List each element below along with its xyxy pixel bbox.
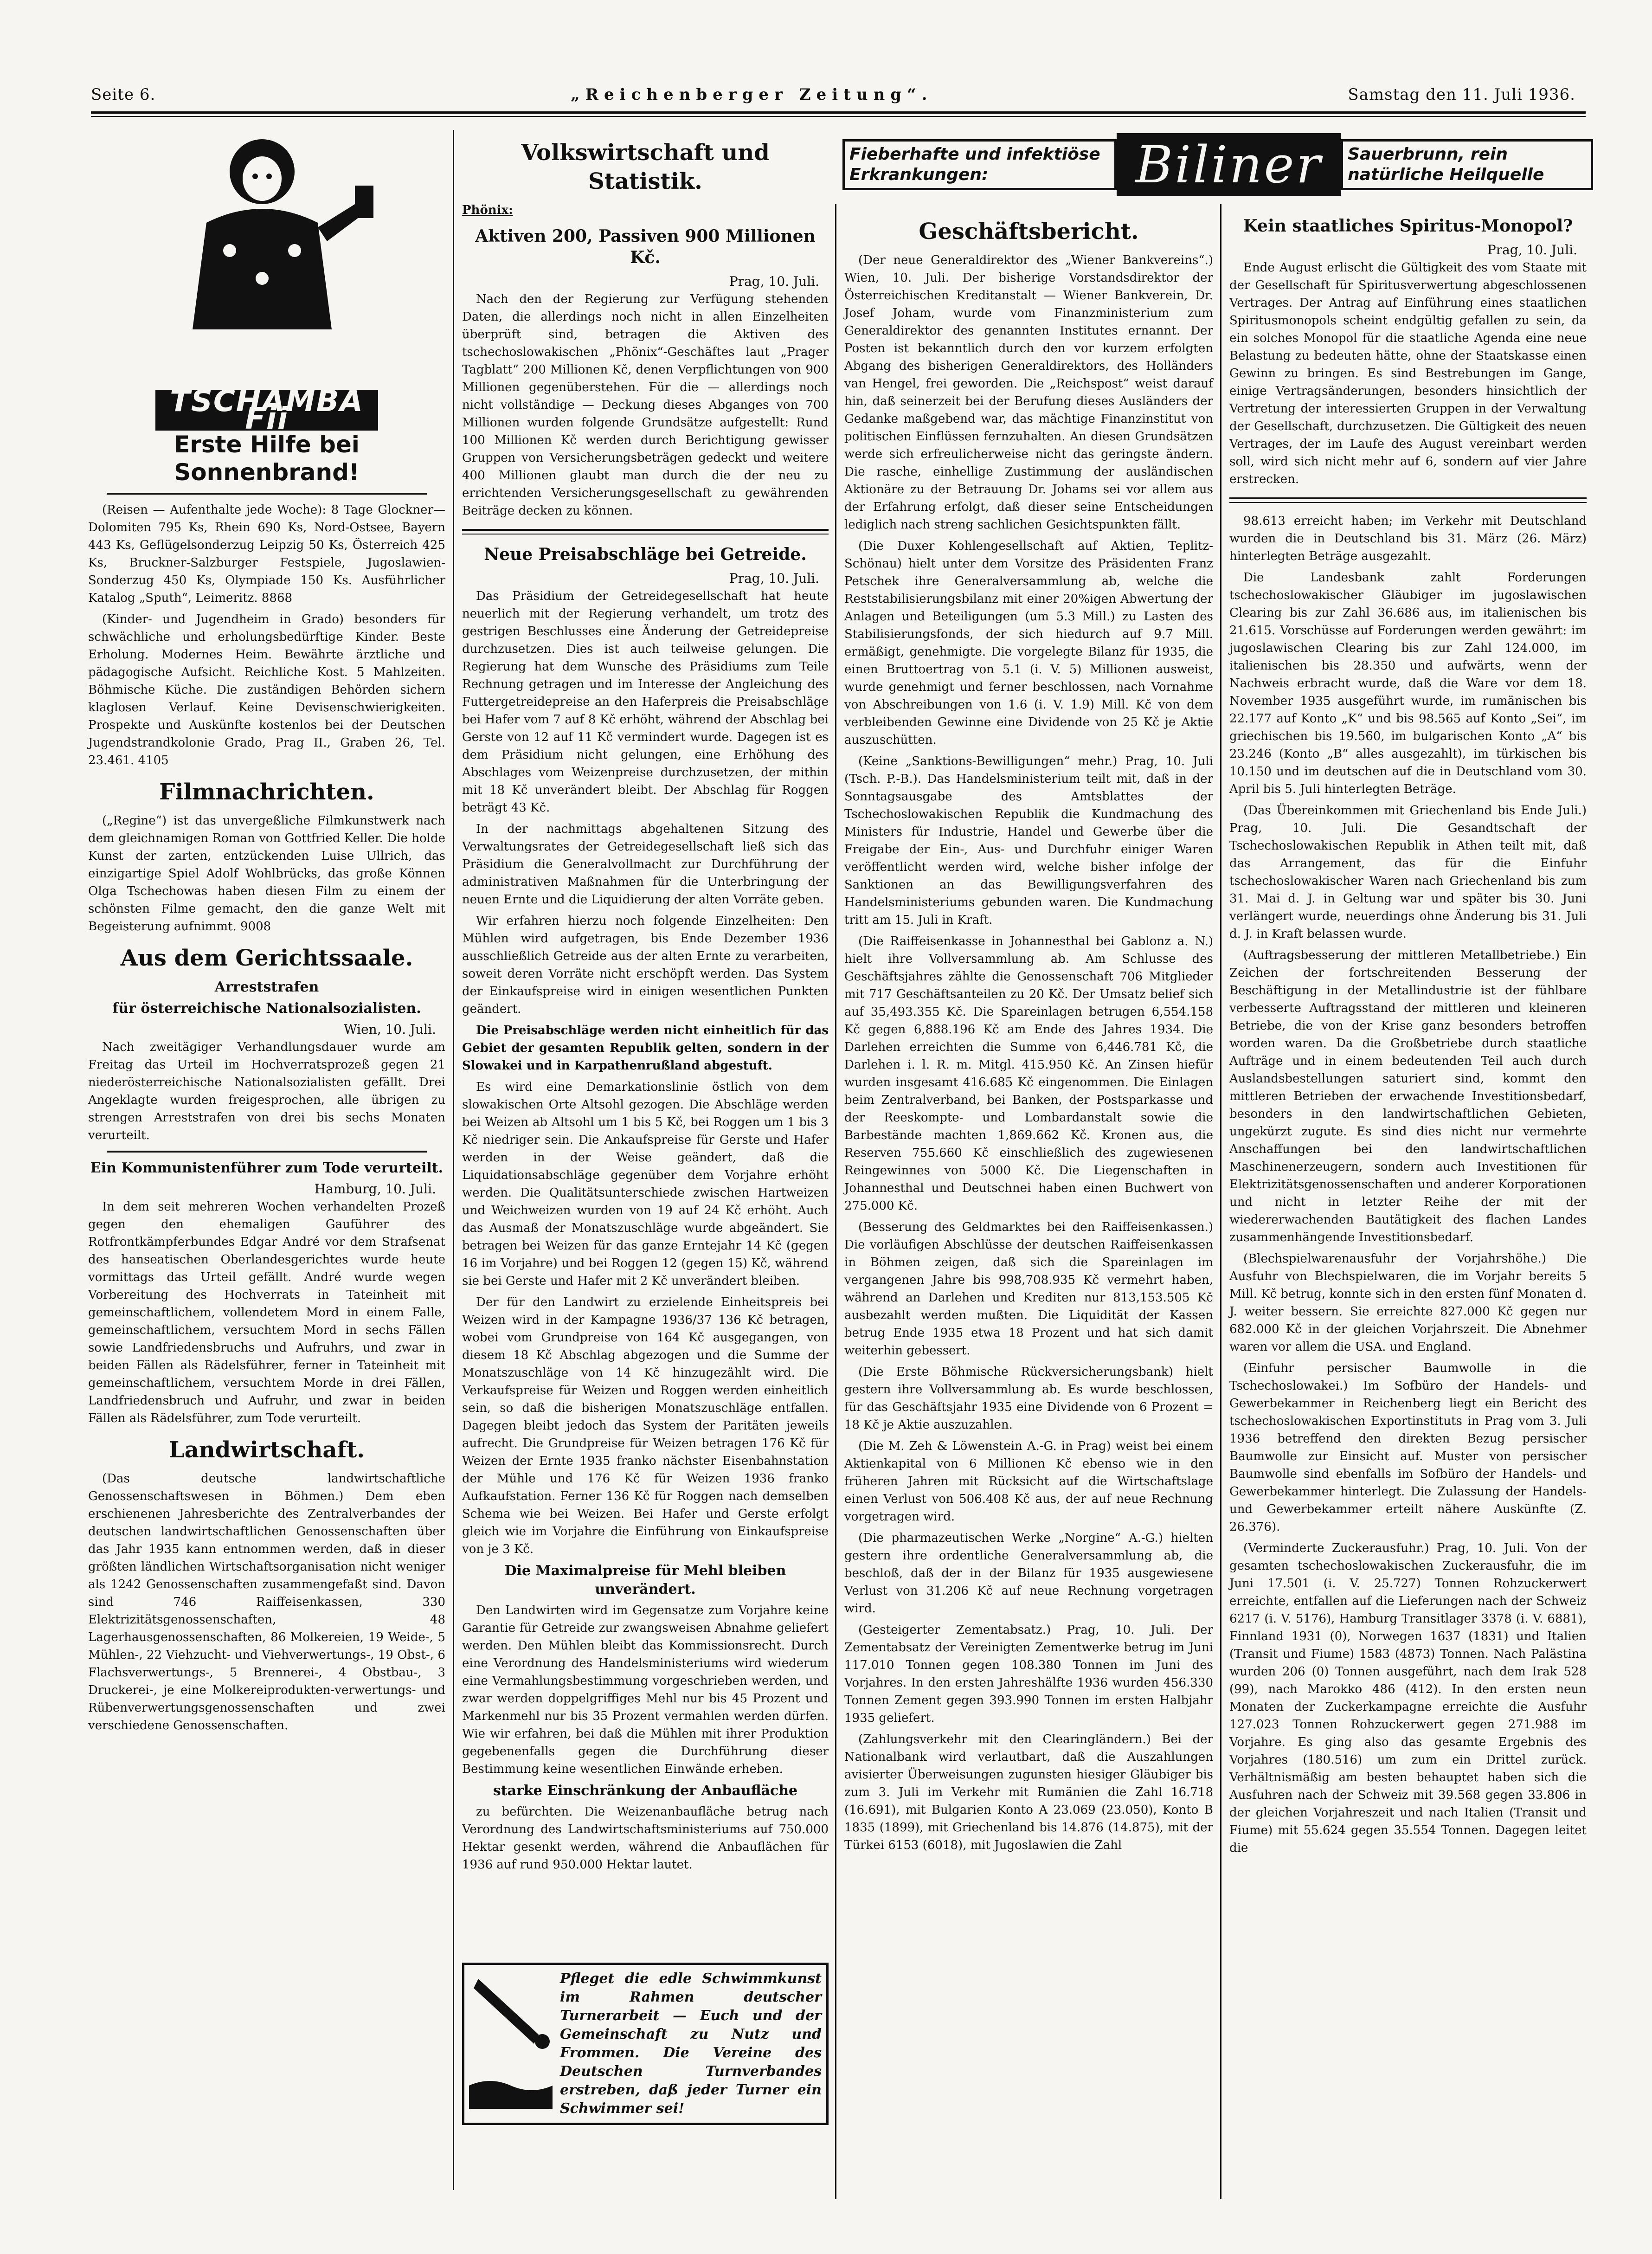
business-item: (Die M. Zeh & Löwenstein A.-G. in Prag) weist bei einem Aktienkapital von 6 Millionen Kč ebenso wie in den früheren Jahren mit Rücksicht auf die Wirtschaftslage einen Verlust von 506.408 Kč aus, der auf neue Rechnung vorgetragen wird. [844, 1439, 1213, 1524]
business-item: (Der neue Generaldirektor des „Wiener Bankvereins“.) Wien, 10. Juli. Der bisherige Vorstandsdirektor der Österreichischen Kreditanstalt — Wiener Bankverein, Dr. Josef Joham, wurde vom Finanzministerium zum Generaldirektor des genannten Institutes ernannt. Der Posten ist bekanntlich durch den vor kurzem erfolgten Abgang des bisherigen Generaldirektors, des Holländers van Hengel, frei geworden. Die „Reichspost“ weist darauf hin, daß seinerzeit bei der Berufung dieses Ausländers der Gedanke maßgebend war, das mächtige Finanzinstitut von politischen Einflüssen fernzuhalten. An diesen Grundsätzen werde sich erfreulicherweise nicht das geringste ändern. Die rasche, einhellige Zustimmung der ausländischen Aktionäre zu der Betrauung Dr. Johams sei vor allem aus der Erfahrung erfolgt, daß dieser seine Entscheidungen lediglich nach streng sachlichen Gesichtspunkten fällt. [844, 253, 1213, 532]
phoenix-label: Phönix: [462, 203, 513, 217]
communist-article: In dem seit mehreren Wochen verhandelten Prozeß gegen den ehemaligen Gauführer des Rotfrontkämpferbundes Edgar André vor dem Strafsenat des hanseatischen Oberlandesgerichtes wurde heute vormittags das Urteil gefällt. André wurde wegen Vorbereitung des Hochverrats in Tateinheit mit gemeinschaftlichem, vollendetem Mord in einem Falle, gemeinschaftlichem, versuchtem Mord in sechs Fällen sowie Landfriedensbruchs und Aufruhrs, und zwar in beiden Fällen als Rädelsführer, ferner in Tateinheit mit gemeinschaftlichem, versuchtem Morde in drei Fällen, Landfriedensbruch und Aufruhr, und zwar in beiden Fällen als Rädelsführer, zum Tode verurteilt. [88, 1200, 445, 1425]
grain-paragraph: Den Landwirten wird im Gegensatze zum Vorjahre keine Garantie für Getreide zur zwangsweisen Abnahme geliefert werden. Den Mühlen bleibt das Kommissionsrecht. Durch eine Verordnung des Handelsministeriums wird wiederum eine Vermahlungsbestimmung vorgeschrieben werden, und zwar werden doppelgriffiges Mehl nur bis 45 Prozent und Markenmehl nur bis 35 Prozent vermahlen werden dürfen. Wie wir erfahren, bei daß die Mühlen mit ihrer Produktion gegebenenfalls gegen die Durchführung dieser Bestimmung keine wesentlichen Einwände erheben. [462, 1604, 829, 1776]
business-item: (Gesteigerter Zementabsatz.) Prag, 10. Juli. Der Zementabsatz der Vereinigten Zementwerke betrug im Juni 117.010 Tonnen gegen 108.380 Tonnen im Juni des Vorjahres. In den ersten Jahreshälfte 1936 wurden 456.330 Tonnen Zement gegen 393.990 Tonnen im ersten Halbjahr 1935 geliefert. [844, 1623, 1213, 1725]
phoenix-article: Nach den der Regierung zur Verfügung stehenden Daten, die allerdings noch nicht in allen Einzelheiten überprüft sind, betragen die Aktiven des tschechoslowakischen „Phönix“-Geschäftes laut „Prager Tagblatt“ 200 Millionen Kč, denen Verpflichtungen von 900 Millionen gegenüberstehen. Für die — allerdings noch nicht vollständige — Deckung dieses Abganges von 700 Millionen wurden folgende Grundsätze aufgestellt: Rund 100 Millionen Kč werden durch Berichtigung gewisser Gruppen von Versicherungsbeträgen gedeckt und weitere 400 Millionen glaubt man durch die der neu zu errichtenden Versicherungsgesellschaft zu gewährenden Beiträge decken zu können. [462, 292, 829, 518]
biliner-ad-brand: Biliner [1117, 133, 1341, 196]
biliner-ad-right: Sauerbrunn, rein natürliche Heilquelle [1341, 139, 1593, 190]
dateline: Prag, 10. Juli. [729, 274, 819, 289]
swim-ad [462, 1963, 829, 2125]
grain-paragraph: Das Präsidium der Getreidegesellschaft hat heute neuerlich mit der Regierung verhandelt, um trotz des gestrigen Beschlusses eine Änderung der Getreidepreise durchzusetzen. Dies ist auch teilweise gelungen. Die Regierung hat dem Wunsche des Präsidiums zum Teile Rechnung getragen und im Interesse der Angleichung des Futtergetreidepreise an den Haferpreis die Preisabschläge bei Hafer vom 7 auf 8 Kč erhöht, während der Abschlag bei Gerste von 12 auf 11 Kč vermindert wurde. Dagegen ist es dem Präsidium nicht gelungen, eine Erhöhung des Abschlages vom Weizenpreise durchzusetzen, der mithin mit 18 Kč unverändert bleibt. Der Abschlag für Roggen beträgt 43 Kč. [462, 589, 829, 815]
film-heading: Filmnachrichten. [159, 779, 374, 805]
figure-drawing-icon [137, 130, 397, 348]
biliner-ad-left: Fieberhafte und infektiöse Erkrankungen: [842, 139, 1117, 190]
grain-paragraph: Es wird eine Demarkationslinie östlich von dem slowakischen Orte Altsohl gezogen. Die Abschläge werden bei Weizen ab Altsohl um 1 bis 5 Kč, bei Roggen um 1 bis 3 Kč niedriger sein. Die Ankaufspreise für Gerste und Hafer werden in der Weise geändert, daß die Liquidationsabschläge gegenüber dem Vorjahre erhöht werden. Die Qualitätsunterschiede zwischen Hartweizen und Weichweizen wurden von 19 auf 24 Kč erhöht. Auch das Ausmaß der Monatszuschläge wurde abgeändert. Sie betragen bei Weizen für das ganze Erntejahr 14 Kč (gegen 16 im Vorjahre) und bei Roggen 12 (gegen 15) Kč, während sie bei Gerste und Hafer mit 2 Kč unverändert bleiben. [462, 1080, 829, 1288]
grain-paragraph: Wir erfahren hierzu noch folgende Einzelheiten: Den Mühlen wird aufgetragen, bis Ende Dezember 1936 ausschließlich Getreide aus der alten Ernte zu verarbeiten, soweit deren Vorräte nicht erschöpft werden. Das System der Einkaufspreise wird in einigen wesentlichen Punkten geändert. [462, 914, 829, 1016]
grain-paragraph: Die Preisabschläge werden nicht einheitlich für das Gebiet der gesamten Republik gelten, sondern in der Slowakei und in Karpathenrußland abgestuft. [462, 1024, 829, 1073]
tschamba-brand: TSCHAMBA Fii [155, 390, 378, 431]
business-item: (Die pharmazeutischen Werke „Norgine“ A.-G.) hielten gestern ihre ordentliche Generalversammlung ab, die beschloß, daß der in der Bilanz für 1935 ausgewiesene Verlust von 31.206 Kč auf neue Rechnung vorgetragen wird. [844, 1531, 1213, 1616]
economy-item: (Blechspielwarenausfuhr der Vorjahrshöhe.) Die Ausfuhr von Blechspielwaren, die im Vorjahr bereits 5 Mill. Kč betrug, konnte sich in den ersten fünf Monaten d. J. weiter bessern. Sie erreichte 827.000 Kč gegen nur 682.000 Kč in der gleichen Vorjahrszeit. Die Abnehmer waren vor allem die USA. und England. [1229, 1252, 1587, 1354]
grain-paragraph: In der nachmittags abgehaltenen Sitzung des Verwaltungsrates der Getreidegesellschaft ließ sich das Präsidium die Generalvollmacht zur Durchführung der administrativen Maßnahmen für die Unterbringung der neuen Ernte und die Liquidierung der alten Vorräte geben. [462, 822, 829, 907]
economy-item: (Verminderte Zuckerausfuhr.) Prag, 10. Juli. Von der gesamten tschechoslowakischen Zuckerausfuhr, die im Juni 17.501 (i. V. 25.727) Tonnen Rohzuckerwert erreichte, entfallen auf die Lieferungen nach der Schweiz 6217 (i. V. 5176), Hamburg Transitlager 3378 (i. V. 6881), Finnland 1931 (0), Norwegen 1637 (1831) und Italien (Transit und Fiume) 1583 (4873) Tonnen. Nach Palästina wurden 206 (0) Tonnen ausgeführt, nach dem Irak 528 (99), nach Marokko 486 (412). In den ersten neun Monaten der Zuckerkampagne erreichte die Ausfuhr 127.023 Tonnen Rohzuckerwert gegen 271.988 im Vorjahre. Es ging also das gesamte Ergebnis des Vorjahres (180.516) um zum ein Drittel zurück. Verhältnismäßig am besten behauptet haben sich die Ausfuhren nach der Schweiz mit 39.568 gegen 33.806 in der gleichen Vorjahreszeit und nach Italien (Transit und Fiume) mit 55.624 gegen 35.554 Tonnen. Dagegen leitet die [1229, 1541, 1587, 1855]
economy-item: Die Landesbank zahlt Forderungen tschechoslowakischer Gläubiger im jugoslawischen Clearing bis zur Zahl 36.686 aus, im italienischen bis 21.615. Vorschüsse auf Forderungen werden gewährt: im jugoslawischen Clearing bis zur Zahl 124.000, im italienischen bis 28.350 und aufwärts, wenn der Nachweis erbracht wurde, daß die Ware vor dem 18. November 1935 ausgeführt wurde, im rumänischen bis 22.177 auf Konto „K“ und bis 98.565 auf Konto „Sei“, im griechischen bis 19.560, im bulgarischen Konto „A“ bis 23.246 (Konto „B“ alles ausgezahlt), im türkischen bis 10.150 und im deutschen auf die in Deutschland vom 30. April bis 5. Juli hinterlegten Beträge. [1229, 571, 1587, 796]
swim-ad-wrapper [462, 1944, 829, 2125]
masthead-rule-thin [91, 116, 1586, 117]
court-subheading-2: für österreichische Nationalsozialisten. [112, 1000, 421, 1017]
column-divider [835, 204, 836, 2199]
separator [1229, 497, 1587, 503]
column-divider [453, 130, 454, 2190]
business-item: (Die Raiffeisenkasse in Johannesthal bei Gablonz a. N.) hielt ihre Vollversammlung ab. Am Schlusse des Geschäftsjahres zählte die Genossenschaft 706 Mitglieder mit 717 Geschäftsanteilen zu 20 Kč. Der Umsatz belief sich auf 35,493.355 Kč. Die Spareinlagen betrugen 6,554.158 Kč gegen 6,888.196 Kč am Ende des Jahres 1934. Die Darlehen erreichten die Summe von 6,446.781 Kč, die Darlehen i. l. R. m. Mitgl. 415.950 Kč. An Zinsen hiefür wurden insgesamt 416.685 Kč eingenommen. Die Einlagen beim Zentralverband, bei Banken, der Postsparkasse und der Reeskompte- und Lombardanstalt sowie die Barbestände machten 1,869.662 Kč. Kronen aus, die Reserven 755.660 Kč einschließlich des zugewiesenen Reingewinnes von 5000 Kč. Die Liegenschaften in Johannesthal und Deutschnei haben einen Buchwert von 275.000 Kč. [844, 934, 1213, 1213]
grain-subheading: Die Maximalpreise für Mehl bleiben unverändert. [504, 1563, 786, 1597]
page-number: Seite 6. [91, 85, 156, 104]
separator [107, 493, 427, 495]
column-divider [1220, 204, 1221, 2199]
column-1 [88, 130, 445, 1738]
business-item: (Keine „Sanktions-Bewilligungen“ mehr.) Prag, 10. Juli (Tsch. P.-B.). Das Handelsministerium teilt mit, daß in der Sonntagsausgabe des Amtsblattes der Tschechoslowakischen Republik die Kundmachung des Ministers für Industrie, Handel und Gewerbe über die Freigabe der Ein-, Aus- und Durchfuhr einiger Waren veröffentlicht werden wird, welche bisher infolge der Sanktionen an das Bewilligungsverfahren des Handelsministeriums gebunden waren. Die Kundmachung tritt am 15. Juli in Kraft. [844, 754, 1213, 927]
spiritus-article: Ende August erlischt die Gültigkeit des vom Staate mit der Gesellschaft für Spiritusverwertung abgeschlossenen Vertrages. Der Antrag auf Einführung eines staatlichen Spiritusmonopols scheint endgültig gefallen zu sein, da ein solches Monopol für die staatliche Agenda eine neue Belastung zu bedeuten hätte, ohne der Staatskasse einen Gewinn zu bringen. Es sind Bestrebungen im Gange, einige Vertragsänderungen, besonders hinsichtlich der Vertretung der interessierten Gruppen in der Verwaltung der Gesellschaft, durchzusetzen. Die Gültigkeit des neuen Vertrages, der im Laufe des August vereinbart werden soll, wird sich nicht mehr auf 6, sondern auf vier Jahre erstrecken. [1229, 261, 1587, 486]
business-item: (Zahlungsverkehr mit den Clearingländern.) Bei der Nationalbank wird verlautbart, daß die Auszahlungen avisierter Überweisungen zugunsten hiesiger Gläubiger bis zum 3. Juli im Verkehr mit Rumänien die Zahl 16.718 (16.691), mit Bulgarien Konto A 23.069 (23.050), Konto B 1835 (1899), mit Griechenland bis 14.876 (14.875), mit der Türkei 6153 (6018), mit Jugoslawien die Zahl [844, 1732, 1213, 1852]
section-heading: Volkswirtschaft und Statistik. [521, 140, 770, 194]
separator [107, 1151, 427, 1153]
separator [462, 529, 829, 535]
grain-subheading: starke Einschränkung der Anbaufläche [493, 1783, 798, 1799]
dateline: Wien, 10. Juli. [343, 1022, 436, 1037]
classified-ad: (Kinder- und Jugendheim in Grado) besonders für schwächliche und erholungsbedürftige Kinder. Beste Erholung. Modernes Heim. Bewährte ärztliche und pädagogische Aufsicht. Reichliche Kost. 5 Mahlzeiten. Böhmische Küche. Die zuständigen Behörden sichern klaglosen Verlauf. Keine Devisenschwierigkeiten. Prospekte und Auskünfte kostenlos bei der Deutschen Jugendstrandkolonie Grado, Prag II., Graben 26, Tel. 23.461. 4105 [88, 612, 445, 767]
court-article: Nach zweitägiger Verhandlungsdauer wurde am Freitag das Urteil im Hochverratsprozeß gegen 21 niederösterreichische Nationalsozialisten gefällt. Drei Angeklagte wurden freigesprochen, alle übrigen zu strengen Arreststrafen von drei bis sechs Monaten verurteilt. [88, 1040, 445, 1142]
dateline: Prag, 10. Juli. [729, 571, 819, 586]
masthead-rule [91, 111, 1586, 114]
grain-paragraph: zu befürchten. Die Weizenanbaufläche betrug nach Verordnung des Landwirtschaftsministeriums auf 750.000 Hektar gesenkt werden, während die Anbauflächen für 1936 auf rund 950.000 Hektar lautet. [462, 1805, 829, 1872]
court-heading: Aus dem Gerichtssaale. [120, 945, 413, 971]
grain-paragraph: Der für den Landwirt zu erzielende Einheitspreis bei Weizen wird in der Kampagne 1936/37 136 Kč betragen, wobei vom Grundpreise von 164 Kč ausgegangen, von diesem 18 Kč Abschlag abgezogen und die Summe der Monatszuschläge von 14 Kč hinzugezählt wird. Die Verkaufspreise für Weizen und Roggen werden einheitlich sein, so daß die bisherigen Monatszuschläge entfallen. Dagegen bleibt jedoch das System der Paritäten jeweils aufrecht. Die Grundpreise für Weizen betragen 176 Kč für Weizen der Ernte 1935 franko nächster Eisenbahnstation der Mühle und 176 Kč für Weizen 1936 franko Aufkaufstation. Ferner 136 Kč für Roggen nach demselben Schema wie bei Weizen. Bei Hafer und Gerste erfolgt gleich wie im Vorjahre die Einführung von Einkaufspreise von je 3 Kč. [462, 1295, 829, 1556]
phoenix-heading: Aktiven 200, Passiven 900 Millionen Kč. [475, 226, 816, 267]
tschamba-slogan: Erste Hilfe bei Sonnenbrand! [174, 431, 360, 486]
classified-ad: (Reisen — Aufenthalte jede Woche): 8 Tage Glockner—Dolomiten 795 Ks, Rhein 690 Ks, Nord-Ostsee, Bayern 443 Ks, Geflügelsonderzug Leipzig 50 Ks, Österreich 425 Ks, Bruckner-Salzburger Festspiele, Jugoslawien-Sonderzug 450 Ks, Olympiade 150 Ks. Ausführlicher Katalog „Sputh“, Leimeritz. 8868 [88, 503, 445, 605]
dateline: Prag, 10. Juli. [1487, 242, 1577, 258]
tschamba-illustration [137, 130, 397, 390]
diver-icon [469, 1970, 553, 2109]
court-subheading: Arreststrafen [214, 979, 319, 995]
business-heading: Geschäftsbericht. [919, 219, 1139, 245]
economy-item: (Das Übereinkommen mit Griechenland bis Ende Juli.) Prag, 10. Juli. Die Gesandtschaft der Tschechoslowakischen Republik in Athen teilt mit, daß das Arrangement, das für die Einfuhr tschechoslowakischer Waren nach Griechenland bis zum 31. Mai d. J. in Geltung war und später bis 30. Juni verlängert wurde, neuerdings ohne Änderung bis 31. Juli d. J. in Kraft belassen wurde. [1229, 804, 1587, 941]
column-4 [1229, 209, 1587, 1861]
business-item: (Die Duxer Kohlengesellschaft auf Aktien, Teplitz-Schönau) hielt unter dem Vorsitze des Präsidenten Franz Petschek ihre Generalversammlung ab, welche die Reststabilisierungsbilanz mit einer 20%igen Abwertung der Anlagen und Beteiligungen (um 5.3 Mill.) zu Lasten des Stabilisierungsfonds, der sich hiedurch auf 9.7 Mill. ermäßigt, genehmigte. Die vorgelegte Bilanz für 1935, die einen Bruttoertrag von 5.1 (i. V. 5) Millionen ausweist, wurde genehmigt und ferner beschlossen, nach Vornahme von Abschreibungen von 1.6 (i. V. 1.9) Mill. Kč von dem verbleibenden Gewinne eine Dividende von 25 Kč je Aktie auszuschütten. [844, 539, 1213, 747]
business-item: (Die Erste Böhmische Rückversicherungsbank) hielt gestern ihre Vollversammlung ab. Es wurde beschlossen, für das Geschäftsjahr 1935 eine Dividende von 6 Prozent = 18 Kč je Aktie auszuzahlen. [844, 1365, 1213, 1432]
communist-heading: Ein Kommunistenführer zum Tode verurteilt. [90, 1160, 444, 1176]
swim-ad-text: Pfleget die edle Schwimmkunst im Rahmen deutscher Turnerarbeit — Euch und der Gemeinschaft zu Nutz und Frommen. Die Vereine des Deutschen Turnverbandes erstreben, daß jeder Turner ein Schwimmer sei! [560, 1971, 822, 2117]
agriculture-heading: Landwirtschaft. [168, 1437, 365, 1463]
business-item: (Besserung des Geldmarktes bei den Raiffeisenkassen.) Die vorläufigen Abschlüsse der deutschen Raiffeisenkassen in Böhmen zeigen, daß sich die Spareinlagen im vergangenen Jahre bis 998,708.935 Kč vermehrt haben, während an Darlehen und Krediten nur 813,153.505 Kč ausbezahlt werden mußten. Die Liquidität der Kassen betrug Ende 1935 etwa 18 Prozent und hat sich damit weiterhin gebessert. [844, 1220, 1213, 1358]
column-3 [844, 209, 1213, 1858]
column-2 [462, 130, 829, 1877]
tschamba-ad [88, 130, 445, 486]
dateline: Hamburg, 10. Juli. [314, 1181, 436, 1197]
issue-date: Samstag den 11. Juli 1936. [1348, 85, 1575, 104]
masthead [91, 83, 1575, 107]
spiritus-heading: Kein staatliches Spiritus-Monopol? [1243, 216, 1573, 236]
economy-item: (Auftragsbesserung der mittleren Metallbetriebe.) Ein Zeichen der fortschreitenden Besserung der Beschäftigung in der Metallindustrie ist der fühlbare verbesserte Auftragsstand der mittleren und kleineren Betriebe, die von der Krise ganz besonders betroffen worden waren. Da die Großbetriebe durch staatliche Aufträge und in einem bedeutenden Teil auch durch Auslandsbestellungen saturiert sind, kommt den mittleren Betrieben der erwachende Investitionsbedarf, besonders in den landwirtschaftlichen Gebieten, ungekürzt zugute. Es sind dies nicht nur vermehrte Anschaffungen bei den landwirtschaftlichen Maschinenerzeugern, sondern auch Investitionen für Elektrizitätsgenossenschaften und anderer Korporationen und nicht in letzter Reihe der mit der wiedererwachenden Bautätigkeit des flachen Landes zusammenhängende Investitionsbedarf. [1229, 948, 1587, 1244]
agriculture-article: (Das deutsche landwirtschaftliche Genossenschaftswesen in Böhmen.) Dem eben erschienenen Jahresberichte des Zentralverbandes der deutschen landwirtschaftlichen Genossenschaften über das Jahr 1935 kann entnommen werden, daß in dieser größten ländlichen Wirtschaftsorganisation nicht weniger als 1242 Genossenschaften zusammengefaßt sind. Davon sind 746 Raiffeisenkassen, 330 Elektrizitätsgenossenschaften, 48 Lagerhausgenossenschaften, 86 Molkereien, 19 Weide-, 5 Mühlen-, 22 Viehzucht- und Viehverwertungs-, 19 Obst-, 6 Flachsverwertungs-, 5 Brennerei-, 4 Obstbau-, 3 Druckerei-, je eine Molkereiprodukten-verwertungs- und Rübenverwertungsgenossenschaften und zwei verschiedene Genossenschaften. [88, 1472, 445, 1732]
film-article: („Regine“) ist das unvergeßliche Filmkunstwerk nach dem gleichnamigen Roman von Gottfried Keller. Die holde Kunst der zarten, entzückenden Luise Ullrich, das einzigartige Spiel Adolf Wohlbrücks, das große Können Olga Tschechowas haben diesen Film zu einem der schönsten Filme gemacht, den die ganze Welt mit Begeisterung aufnimmt. 9008 [88, 814, 445, 934]
biliner-ad [842, 130, 1593, 200]
economy-item: 98.613 erreicht haben; im Verkehr mit Deutschland wurden die in Deutschland bis 31. März (26. März) hinterlegten Beträge ausgezahlt. [1229, 514, 1587, 563]
economy-item: (Einfuhr persischer Baumwolle in die Tschechoslowakei.) Im Sofbüro der Handels- und Gewerbekammer in Reichenberg liegt ein Bericht des tschechoslowakischen Exportinstituts in Prag vom 3. Juli 1936 betreffend den direkten Bezug persischer Baumwolle zur Einsicht auf. Muster von persischer Baumwolle sind ebenfalls im Sofbüro der Handels- und Gewerbekammer hinterlegt. Die Zulassung der Handels- und Gewerbekammer erteilt nähere Auskünfte (Z. 26.376). [1229, 1361, 1587, 1534]
grain-heading: Neue Preisabschläge bei Getreide. [484, 545, 807, 564]
newspaper-title: „Reichenberger Zeitung“. [571, 85, 933, 104]
